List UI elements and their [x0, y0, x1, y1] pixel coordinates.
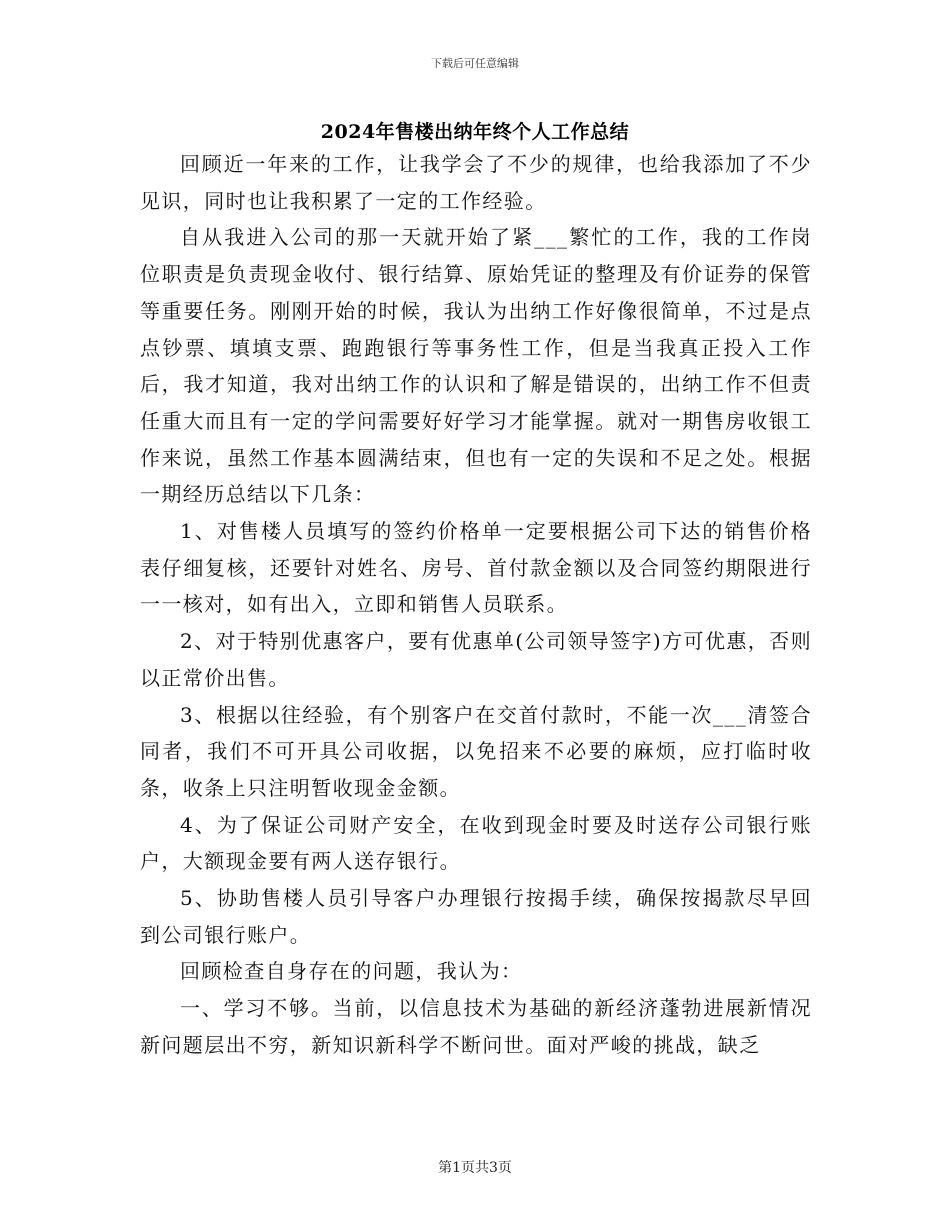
document-title: 2024年售楼出纳年终个人工作总结 [320, 121, 630, 143]
page-number: 第1页共3页 [438, 1160, 512, 1176]
paragraph-problem-1: 一、学习不够。当前，以信息技术为基础的新经济蓬勃进展新情况新问题层出不穷，新知识新科学不断问世。面对严峻的挑战，缺乏 [140, 996, 812, 1057]
paragraph-item-4: 4、为了保证公司财产安全，在收到现金时要及时送存公司银行账户，大额现金要有两人送存银行。 [140, 812, 812, 874]
paragraph-item-2: 2、对于特别优惠客户，要有优惠单(公司领导签字)方可优惠，否则以正常价出售。 [140, 629, 812, 690]
paragraph-item-1: 1、对售楼人员填写的签约价格单一定要根据公司下达的销售价格表仔细复核，还要针对姓名、房号、首付款金额以及合同签约期限进行一一核对，如有出入，立即和销售人员联系。 [140, 519, 812, 617]
document-body [140, 146, 812, 1064]
paragraph-job-duties: 自从我进入公司的那一天就开始了紧___繁忙的工作，我的工作岗位职责是负责现金收付、银行结算、原始凭证的整理及有价证券的保管等重要任务。刚刚开始的时候，我认为出纳工作好像很简单，不过是点点钞票、填填支票、跑跑银行等事务性工作，但是当我真正投入工作后，我才知道，我对出纳工作的认识和了解是错误的，出纳工作不但责任重大而且有一定的学问需要好好学习才能掌握。就对一期售房收银工作来说，虽然工作基本圆满结束，但也有一定的失误和不足之处。根据一期经历总结以下几条： [140, 225, 812, 507]
page-header-note: 下载后可任意编辑 [431, 57, 519, 70]
paragraph-intro: 回顾近一年来的工作，让我学会了不少的规律，也给我添加了不少见识，同时也让我积累了一定的工作经验。 [140, 152, 812, 213]
paragraph-item-3: 3、根据以往经验，有个别客户在交首付款时，不能一次___清签合同者，我们不可开具公司收据，以免招来不必要的麻烦，应打临时收条，收条上只注明暂收现金金额。 [140, 702, 812, 800]
paragraph-item-5: 5、协助售楼人员引导客户办理银行按揭手续，确保按揭款尽早回到公司银行账户。 [140, 886, 812, 947]
paragraph-self-review: 回顾检查自身存在的问题，我认为： [180, 959, 523, 984]
